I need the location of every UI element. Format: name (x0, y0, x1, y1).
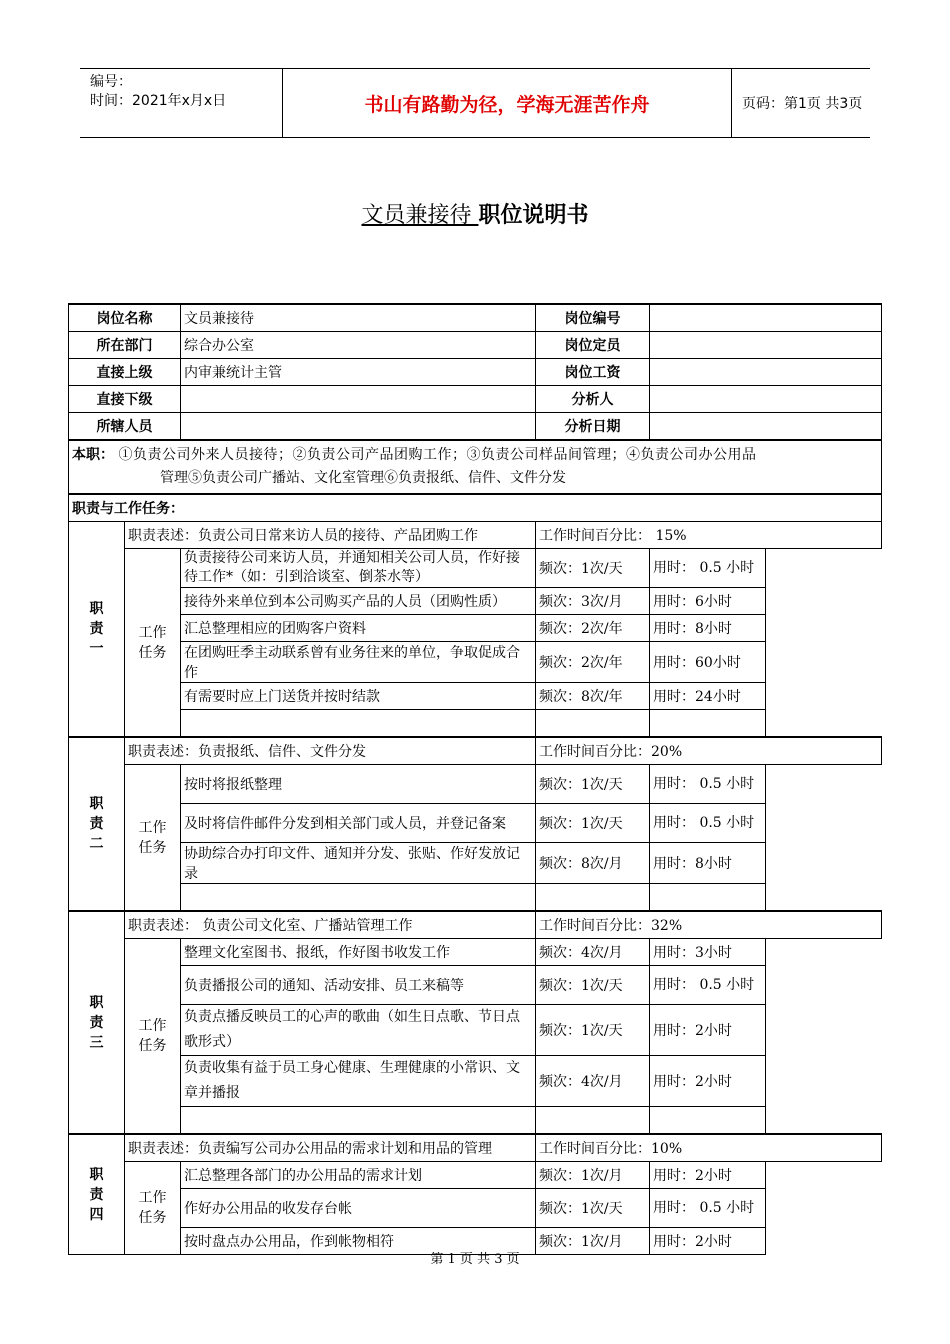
task-duration: 用时： 0.5 小时 (650, 966, 766, 1005)
info-label: 所在部门 (69, 332, 181, 359)
duty-time-percentage: 工作时间百分比：10% (536, 1134, 882, 1162)
task-duration (650, 710, 766, 738)
info-label: 分析人 (536, 386, 650, 413)
task-duration: 用时： 0.5 小时 (650, 804, 766, 843)
duty-description: 职责表述：负责公司日常来访人员的接待、产品团购工作 (125, 522, 536, 549)
task-description (181, 884, 536, 912)
duty-name (69, 1134, 125, 1255)
task-frequency: 频次：1次/月 (536, 1162, 650, 1189)
info-label: 所辖人员 (69, 413, 181, 441)
section-label: 职责与工作任务： (69, 494, 882, 522)
task-frequency: 频次：8次/年 (536, 683, 650, 710)
duty-name-text: 职责二 (89, 796, 104, 852)
duty-description: 职责表述：负责编写公司办公用品的需求计划和用品的管理 (125, 1134, 536, 1162)
duty-name-text: 职责一 (89, 601, 104, 657)
duty-name (69, 522, 125, 738)
task-description: 负责播报公司的通知、活动安排、员工来稿等 (181, 966, 536, 1005)
task-row (69, 615, 882, 642)
task-description (181, 1107, 536, 1135)
task-row (69, 1005, 882, 1056)
title-suffix: 职位说明书 (478, 203, 589, 228)
task-frequency: 频次：2次/年 (536, 615, 650, 642)
work-task-label: 工作任务 (125, 1162, 181, 1255)
task-duration: 用时： 0.5 小时 (650, 765, 766, 804)
task-frequency (536, 710, 650, 738)
task-description: 作好办公用品的收发存台帐 (181, 1189, 536, 1228)
task-description: 汇总整理各部门的办公用品的需求计划 (181, 1162, 536, 1189)
task-frequency: 频次：4次/月 (536, 1056, 650, 1107)
task-frequency (536, 1107, 650, 1135)
duty-desc-row (69, 1134, 882, 1162)
task-frequency: 频次：4次/月 (536, 939, 650, 966)
benzhi-cell (69, 440, 882, 494)
task-duration: 用时：2小时 (650, 1056, 766, 1107)
info-value (650, 413, 882, 441)
task-description: 整理文化室图书、报纸，作好图书收发工作 (181, 939, 536, 966)
info-row (69, 413, 882, 441)
benzhi-text-1: ①负责公司外来人员接待；②负责公司产品团购工作；③负责公司样品间管理；④负责公司办公用品 (118, 447, 757, 463)
task-frequency: 频次：2次/年 (536, 642, 650, 683)
info-value: 内审兼统计主管 (181, 359, 536, 386)
task-frequency: 频次：1次/天 (536, 966, 650, 1005)
task-duration: 用时：3小时 (650, 939, 766, 966)
task-duration: 用时：24小时 (650, 683, 766, 710)
info-label: 岗位工资 (536, 359, 650, 386)
section-header-row (69, 494, 882, 522)
info-value (650, 304, 882, 332)
task-frequency: 频次：1次/天 (536, 1005, 650, 1056)
task-description: 负责点播反映员工的心声的歌曲（如生日点歌、节日点歌形式） (181, 1005, 536, 1056)
duty-desc-row (69, 911, 882, 939)
task-description: 按时将报纸整理 (181, 765, 536, 804)
task-row (69, 1162, 882, 1189)
task-description (181, 710, 536, 738)
task-row (69, 765, 882, 804)
duty-name-text: 职责三 (89, 994, 104, 1051)
task-frequency: 频次：1次/天 (536, 1189, 650, 1228)
document-number-label: 编号： (90, 74, 132, 90)
task-frequency: 频次：3次/月 (536, 588, 650, 615)
info-row (69, 332, 882, 359)
page-footer: 第 1 页 共 3 页 (430, 1252, 520, 1267)
duty-time-percentage: 工作时间百分比：20% (536, 737, 882, 765)
info-value (650, 359, 882, 386)
task-duration (650, 1107, 766, 1135)
task-duration: 用时： 0.5 小时 (650, 1189, 766, 1228)
duty-name (69, 911, 125, 1134)
info-value (650, 332, 882, 359)
task-row (69, 1189, 882, 1228)
info-row (69, 359, 882, 386)
benzhi-label: 本职： (72, 447, 114, 463)
task-frequency: 频次：1次/月 (536, 1228, 650, 1255)
duty-description: 职责表述： 负责公司文化室、广播站管理工作 (125, 911, 536, 939)
task-row (69, 966, 882, 1005)
task-row (69, 1056, 882, 1107)
work-task-label: 工作任务 (125, 939, 181, 1135)
info-label: 岗位编号 (536, 304, 650, 332)
task-duration: 用时：2小时 (650, 1005, 766, 1056)
task-description: 在团购旺季主动联系曾有业务往来的单位，争取促成合作 (181, 642, 536, 683)
task-row-empty (69, 884, 882, 912)
task-frequency (536, 884, 650, 912)
info-label: 岗位定员 (536, 332, 650, 359)
task-description: 接待外来单位到本公司购买产品的人员（团购性质） (181, 588, 536, 615)
task-duration: 用时：8小时 (650, 843, 766, 884)
task-duration (650, 884, 766, 912)
task-duration: 用时：8小时 (650, 615, 766, 642)
task-row-empty (69, 1107, 882, 1135)
job-description-table (68, 303, 882, 1255)
title-position: 文员兼接待 (361, 203, 479, 228)
work-task-label: 工作任务 (125, 765, 181, 912)
info-value (650, 386, 882, 413)
task-row (69, 683, 882, 710)
task-frequency: 频次：1次/天 (536, 549, 650, 588)
duty-time-percentage: 工作时间百分比：32% (536, 911, 882, 939)
task-row (69, 804, 882, 843)
duty-description: 职责表述：负责报纸、信件、文件分发 (125, 737, 536, 765)
benzhi-row (69, 440, 882, 494)
task-description: 负责收集有益于员工身心健康、生理健康的小常识、文章并播报 (181, 1056, 536, 1107)
task-row (69, 549, 882, 588)
info-label: 分析日期 (536, 413, 650, 441)
task-row-empty (69, 710, 882, 738)
task-description: 按时盘点办公用品，作到帐物相符 (181, 1228, 536, 1255)
info-label: 岗位名称 (69, 304, 181, 332)
duty-time-percentage: 工作时间百分比： 15% (536, 522, 882, 549)
info-row (69, 304, 882, 332)
document-title (0, 198, 950, 229)
task-duration: 用时：2小时 (650, 1228, 766, 1255)
task-duration: 用时：6小时 (650, 588, 766, 615)
info-row (69, 386, 882, 413)
task-duration: 用时：2小时 (650, 1162, 766, 1189)
header-motto: 书山有路勤为径，学海无涯苦作舟 (282, 69, 732, 137)
task-description: 汇总整理相应的团购客户资料 (181, 615, 536, 642)
task-row (69, 588, 882, 615)
task-duration: 用时：60小时 (650, 642, 766, 683)
info-label: 直接上级 (69, 359, 181, 386)
task-frequency: 频次：1次/天 (536, 804, 650, 843)
page-header (80, 68, 870, 138)
task-frequency: 频次：1次/天 (536, 765, 650, 804)
task-description: 有需要时应上门送货并按时结款 (181, 683, 536, 710)
info-value (181, 386, 536, 413)
task-description: 协助综合办打印文件、通知并分发、张贴、作好发放记录 (181, 843, 536, 884)
info-label: 直接下级 (69, 386, 181, 413)
task-duration: 用时： 0.5 小时 (650, 549, 766, 588)
task-frequency: 频次：8次/月 (536, 843, 650, 884)
document-date: 时间：2021年x月x日 (90, 93, 227, 109)
info-value (181, 413, 536, 441)
work-task-label: 工作任务 (125, 549, 181, 738)
task-description: 负责接待公司来访人员，并通知相关公司人员，作好接待工作*（如：引到洽谈室、倒茶水等） (181, 549, 536, 588)
info-value: 综合办公室 (181, 332, 536, 359)
header-page-info: 页码：第1页 共3页 (742, 96, 863, 112)
benzhi-text-2: 管理⑤负责公司广播站、文化室管理⑥负责报纸、信件、文件分发 (160, 470, 566, 486)
duty-name (69, 737, 125, 911)
duty-name-text: 职责四 (89, 1166, 104, 1223)
duty-desc-row (69, 522, 882, 549)
task-row (69, 843, 882, 884)
task-description: 及时将信件邮件分发到相关部门或人员，并登记备案 (181, 804, 536, 843)
header-left (80, 69, 282, 141)
duty-desc-row (69, 737, 882, 765)
info-value: 文员兼接待 (181, 304, 536, 332)
task-row (69, 642, 882, 683)
task-row (69, 939, 882, 966)
